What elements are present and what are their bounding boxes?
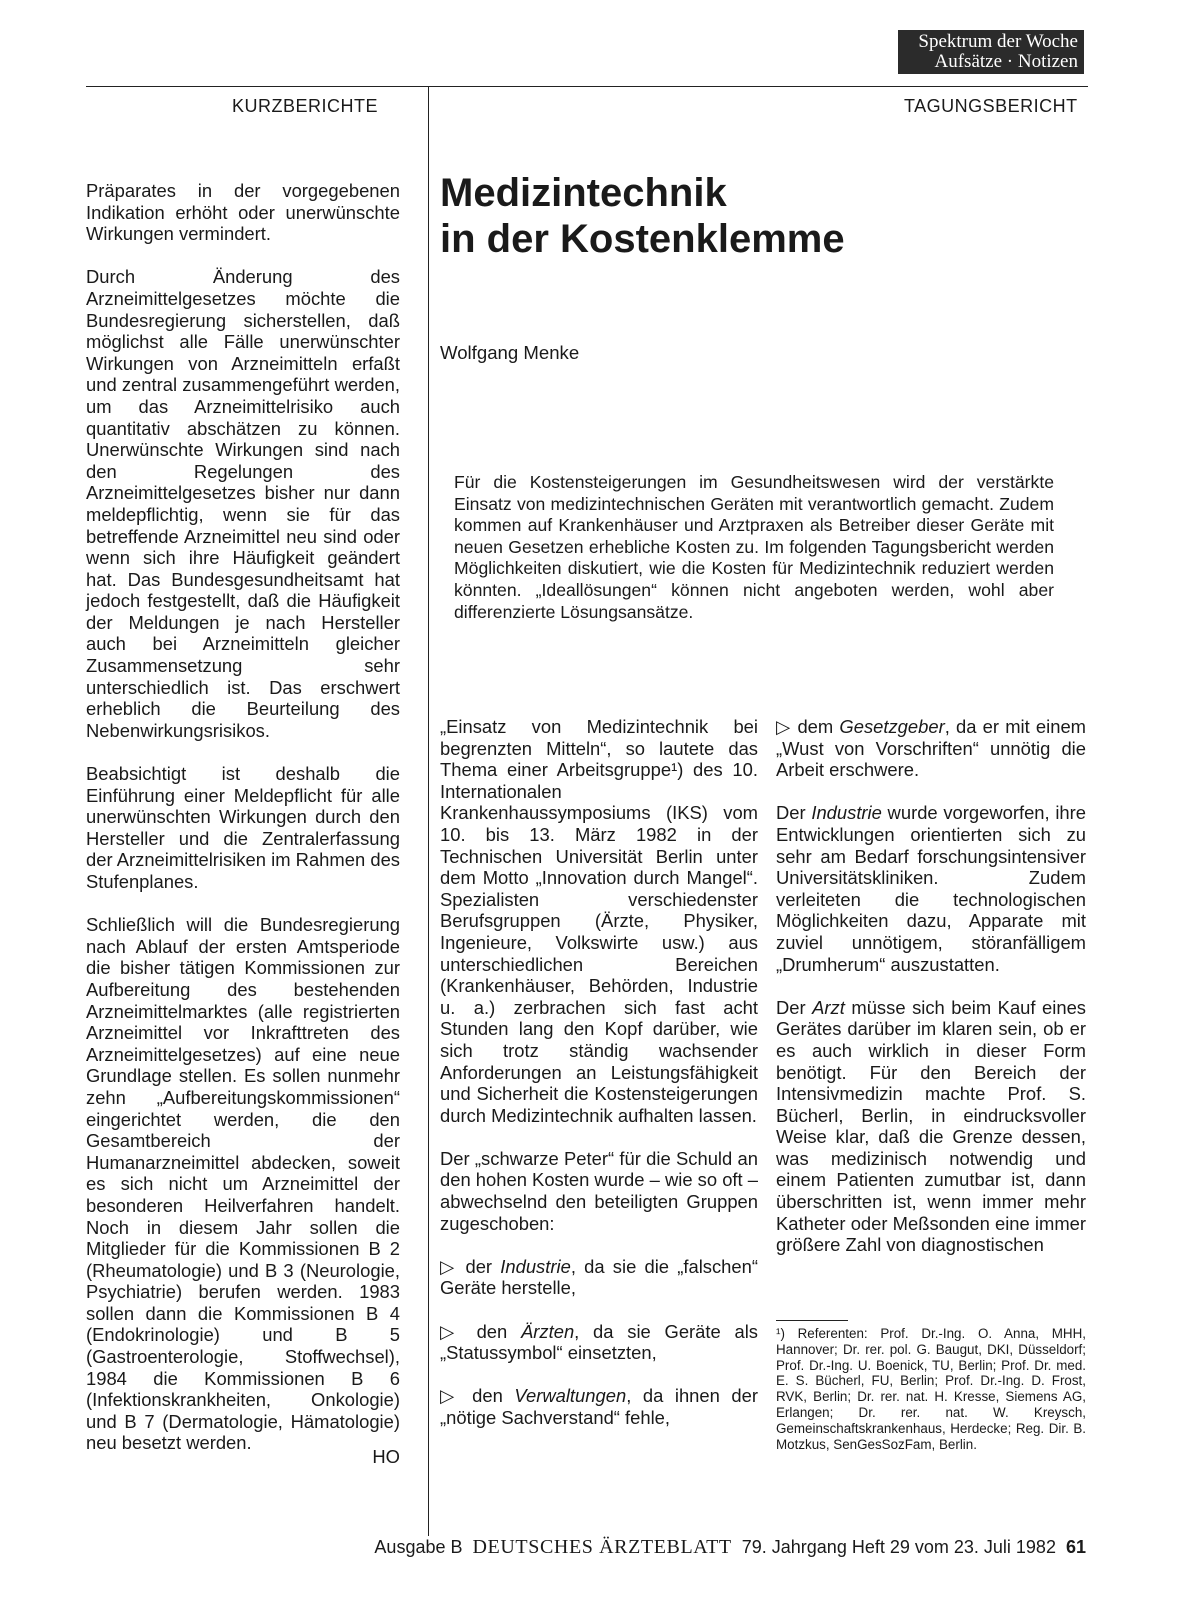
bullet-item-legislator: ▷ dem Gesetzgeber, da er mit einem „Wust von Vorschriften“ unnötig die Arbeit erschwere. xyxy=(776,716,1086,781)
section-badge xyxy=(898,30,1084,74)
author-initials: HO xyxy=(372,1446,400,1467)
right-paragraph-industry: Der Industrie wurde vorgeworfen, ihre Entwicklungen orientierten sich zu sehr am Bedarf forschungsintensiver Universitätskliniken. Zudem verleiteten die technologischen Möglichkeiten dazu, Apparate mit zuviel unnötigem, störanfälligem „Drumherum“ auszustatten. xyxy=(776,802,1086,975)
left-paragraph-2: Durch Änderung des Arzneimittelgesetzes möchte die Bundesregierung sicherstellen, daß möglichst alle Fälle unerwünschter Wirkungen von Arzneimitteln erfaßt und zentral zusammengeführt werden, um das Arzneimittelrisiko auch quantitativ abschätzen zu können. Unerwünschte Wirkungen sind nach den Regelungen des Arzneimittelgesetzes bisher nur dann meldepflichtig, wenn sie für das betreffende Arzneimittel neu sind oder wenn sich ihre Häufigkeit geändert hat. Das Bundesgesundheitsamt hat jedoch festgestellt, daß die Häufigkeit der Meldungen je nach Hersteller auch bei Arzneimitteln gleicher Zusammensetzung sehr unterschiedlich ist. Das erschwert erheblich die Beurteilung des Nebenwirkungsrisikos. xyxy=(86,266,400,741)
triangle-right-icon: ▷ xyxy=(440,1320,463,1342)
header-rule xyxy=(86,86,1088,87)
bullet-item-doctors: ▷ den Ärzten, da sie Geräte als „Statussymbol“ einsetzten, xyxy=(440,1320,758,1364)
left-paragraph-4: Schließlich will die Bundesregierung nach Ablauf der ersten Amtsperiode die bisher tätigen Kommissionen zur Aufbereitung des bestehenden Arzneimittelmarktes (alle registrierten Arzneimittel vor Inkrafttreten des Arzneimittelgesetzes) auf eine neue Grundlage stellen. Es sollen nunmehr zehn „Aufbereitungskommissionen“ eingerichtet werden, die den Gesamtbereich der Humanarzneimittel abdecken, soweit es sich nicht um Arzneimittel der besonderen Heilverfahren handelt. Noch in diesem Jahr sollen die Mitglieder für die Kommissionen B 2 (Rheumatologie) und B 3 (Neurologie, Psychiatrie) berufen werden. 1983 sollen dann die Kommissionen B 4 (Endokrinologie) und B 5 (Gastroenterologie, Stoffwechsel), 1984 die Kommissionen B 6 (Infektionskrankheiten, Onkologie) und B 7 (Dermatologie, Hämatologie) neu besetzt werden. xyxy=(86,914,400,1454)
abstract: Für die Kostensteigerungen im Gesundheitswesen wird der verstärkte Einsatz von medizintechnischen Geräten mit verantwortlich gemacht. Zudem kommen auf Krankenhäuser und Arztpraxen als Betreiber dieser Geräte mit neuen Gesetzen erhebliche Kosten zu. Im folgenden Tagungsbericht werden Möglichkeiten diskutiert, wie die Kosten für Medizintechnik reduziert werden könnten. „Ideallösungen“ können nicht angeboten werden, wohl aber differenzierte Lösungsansätze. xyxy=(454,472,1054,622)
bullet-item-administration: ▷ den Verwaltungen, da ihnen der „nötige Sachverstand“ fehle, xyxy=(440,1385,758,1428)
badge-line-1: Spektrum der Woche xyxy=(918,31,1078,52)
right-section-label: TAGUNGSBERICHT xyxy=(904,96,1078,116)
title-line-1: Medizintechnik xyxy=(440,171,727,215)
footer-journal-name: DEUTSCHES ÄRZTEBLATT xyxy=(472,1536,732,1558)
right-paragraph-doctor: Der Arzt müsse sich beim Kauf eines Gerätes darüber im klaren sein, ob er es auch wirklich in dieser Form benötigt. Für den Bereich der Intensivmedizin machte Prof. S. Bücherl, Berlin, in eindrucksvoller Weise klar, daß die Grenze dessen, was medizinisch notwendig und einem Patienten zumutbar ist, dann überschritten ist, wenn immer mehr Katheter oder Meßsonden eine immer größere Zahl von diagnostischen xyxy=(776,996,1086,1256)
footer-issue: 79. Jahrgang Heft 29 vom 23. Juli 1982 xyxy=(741,1537,1056,1557)
middle-paragraph-2: Der „schwarze Peter“ für die Schuld an den hohen Kosten wurde – wie so oft – abwechselnd den beteiligten Gruppen zugeschoben: xyxy=(440,1147,758,1234)
article-title xyxy=(440,170,940,262)
triangle-right-icon: ▷ xyxy=(440,1385,461,1407)
author-name: Wolfgang Menke xyxy=(440,342,580,363)
column-divider xyxy=(428,86,429,1536)
left-paragraph-1: Präparates in der vorgegebenen Indikation erhöht oder unerwünschte Wirkungen vermindert. xyxy=(86,180,400,245)
left-column xyxy=(86,180,400,1454)
bullet-item-industry: ▷ der Industrie, da sie die „falschen“ Geräte herstelle, xyxy=(440,1255,758,1299)
triangle-right-icon: ▷ xyxy=(440,1255,458,1277)
footnote-rule xyxy=(776,1320,848,1321)
triangle-right-icon: ▷ xyxy=(776,716,792,737)
left-paragraph-3: Beabsichtigt ist deshalb die Einführung einer Meldepflicht für alle unerwünschten Wirkungen durch den Hersteller und die Zentralerfassung der Arzneimittelrisiken im Rahmen des Stufenplanes. xyxy=(86,763,400,892)
page-footer xyxy=(296,1536,1086,1559)
middle-paragraph-1: „Einsatz von Medizintechnik bei begrenzten Mitteln“, so lautete das Thema einer Arbeitsgruppe¹) des 10. Internationalen Krankenhaussymposiums (IKS) vom 10. bis 13. März 1982 in der Technischen Universität Berlin unter dem Motto „Innovation durch Mangel“. Spezialisten verschiedenster Berufsgruppen (Ärzte, Physiker, Ingenieure, Volkswirte usw.) aus unterschiedlichen Bereichen (Krankenhäuser, Behörden, Industrie u. a.) zerbrachen sich fast acht Stunden lang den Kopf darüber, wie sich trotz ständig wachsender Anforderungen an Leistungsfähigkeit und Sicherheit die Kostensteigerungen durch Medizintechnik aufhalten lassen. xyxy=(440,716,758,1126)
badge-line-2: Aufsätze · Notizen xyxy=(934,51,1078,72)
footnote: ¹) Referenten: Prof. Dr.-Ing. O. Anna, MHH, Hannover; Dr. rer. pol. G. Baugut, DKI, Düsseldorf; Prof. Dr.-Ing. U. Boenick, TU, Berlin; Prof. Dr. med. E. S. Bücherl, FU, Berlin; Prof. Dr.-Ing. D. Frost, RVK, Berlin; Dr. rer. nat. H. Kresse, Siemens AG, Erlangen; Dr. rer. nat. W. Kreysch, Gemeinschaftskrankenhaus, Herdecke; Reg. Dir. B. Motzkus, SenGesSozFam, Berlin. xyxy=(776,1326,1086,1452)
right-column xyxy=(776,716,1086,1256)
title-line-2: in der Kostenklemme xyxy=(440,217,845,261)
page-number: 61 xyxy=(1065,1537,1086,1557)
left-section-label: KURZBERICHTE xyxy=(232,96,379,116)
footer-edition: Ausgabe B xyxy=(374,1537,463,1557)
middle-column xyxy=(440,716,758,1429)
